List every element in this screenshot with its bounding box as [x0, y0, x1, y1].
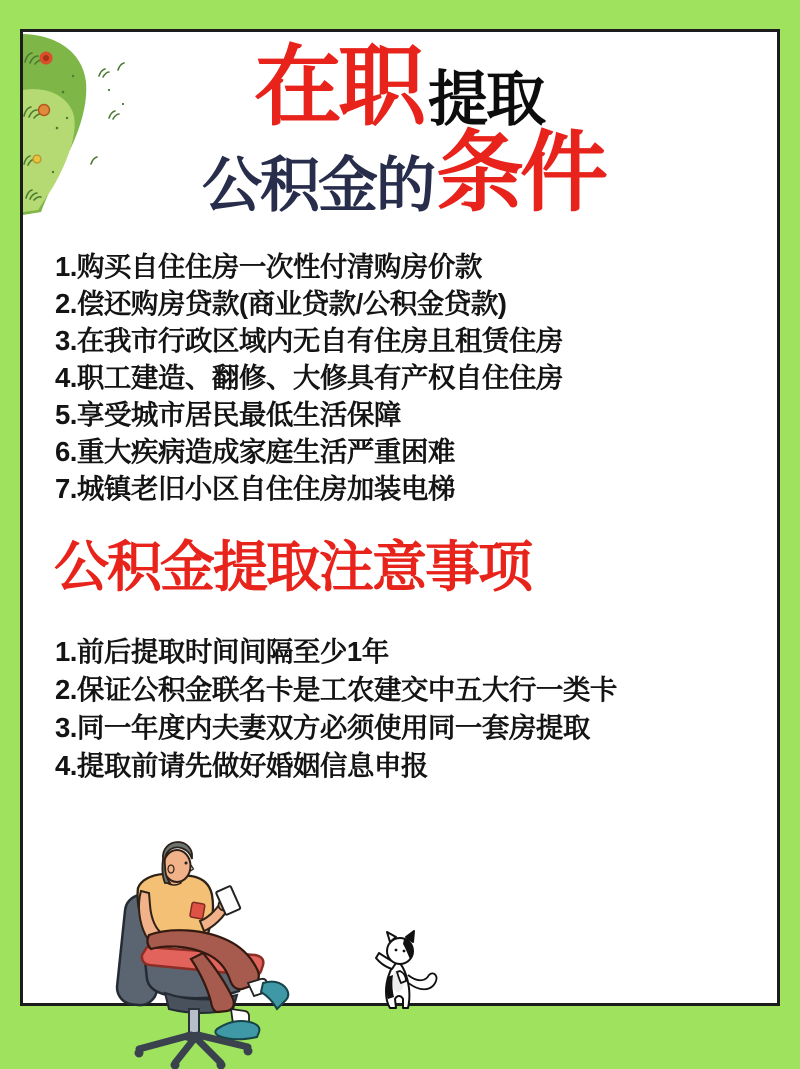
condition-item: 2.偿还购房贷款(商业贷款/公积金贷款) — [55, 288, 507, 319]
note-item: 3.同一年度内夫妻双方必须使用同一套房提取 — [55, 712, 590, 743]
notes-heading: 公积金提取注意事项 — [54, 536, 532, 598]
condition-item: 6.重大疾病造成家庭生活严重困难 — [55, 436, 455, 467]
title-part-red-1: 在职 — [253, 37, 422, 136]
man-figure — [138, 842, 289, 1039]
condition-item: 7.城镇老旧小区自住住房加装电梯 — [55, 473, 455, 504]
note-item: 2.保证公积金联名卡是工农建交中五大行一类卡 — [55, 674, 617, 705]
page-title-line2 — [0, 123, 800, 222]
cat-illustration — [356, 929, 442, 1013]
condition-item: 4.职工建造、翻修、大修具有产权自住住房 — [55, 362, 563, 393]
conditions-list — [55, 248, 563, 507]
condition-item: 1.购买自住住房一次性付清购房价款 — [55, 251, 482, 282]
title-part-red-2: 条件 — [435, 123, 604, 222]
title-part-dark-1: 提取 — [428, 66, 544, 133]
man-on-chair-illustration — [105, 833, 320, 1069]
note-item: 4.提取前请先做好婚姻信息申报 — [55, 750, 428, 781]
condition-item: 5.享受城市居民最低生活保障 — [55, 399, 401, 430]
note-item: 1.前后提取时间间隔至少1年 — [55, 636, 389, 667]
title-part-dark-2: 公积金的 — [201, 152, 434, 219]
page-title-line1 — [0, 37, 800, 136]
condition-item: 3.在我市行政区域内无自有住房且租赁住房 — [55, 325, 563, 356]
notes-list — [55, 633, 617, 785]
